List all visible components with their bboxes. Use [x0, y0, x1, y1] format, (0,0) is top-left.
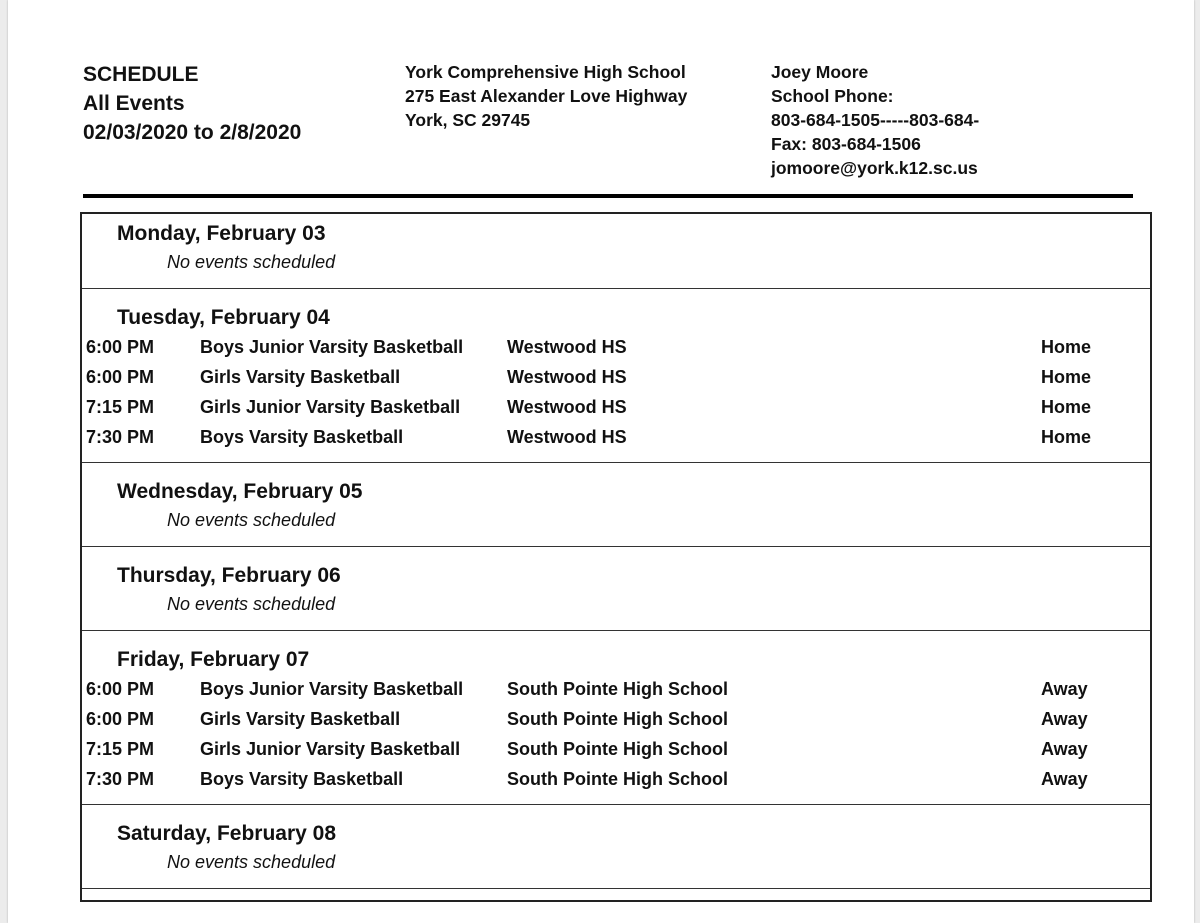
- event-location: Away: [1041, 679, 1088, 699]
- event-name: Girls Junior Varsity Basketball: [200, 739, 461, 759]
- contact-email: jomoore@york.k12.sc.us: [771, 158, 978, 178]
- event-location: Home: [1041, 397, 1092, 417]
- event-row: [82, 739, 1150, 769]
- event-row: [82, 769, 1150, 799]
- day-heading-friday: Friday, February 07: [117, 648, 310, 671]
- day-heading-tuesday: Tuesday, February 04: [117, 306, 330, 329]
- event-time: 7:30 PM: [86, 769, 155, 789]
- event-time: 6:00 PM: [86, 679, 155, 699]
- event-opponent: Westwood HS: [507, 337, 627, 357]
- event-location: Home: [1041, 337, 1092, 357]
- event-location: Home: [1041, 367, 1092, 387]
- no-events-saturday: No events scheduled: [167, 852, 336, 872]
- day-heading-wednesday: Wednesday, February 05: [117, 480, 363, 503]
- contact-info: [771, 60, 979, 180]
- day-divider: [82, 888, 1150, 889]
- schedule-date-range: 02/03/2020 to 2/8/2020: [83, 121, 302, 144]
- event-name: Girls Varsity Basketball: [200, 367, 401, 387]
- contact-name: Joey Moore: [771, 62, 869, 82]
- event-opponent: Westwood HS: [507, 397, 627, 417]
- event-location: Away: [1041, 709, 1088, 729]
- schedule-title-block: [83, 60, 301, 147]
- event-location: Away: [1041, 769, 1088, 789]
- event-opponent: South Pointe High School: [507, 709, 728, 729]
- phone-label: School Phone:: [771, 86, 894, 106]
- day-heading-thursday: Thursday, February 06: [117, 564, 341, 587]
- no-events-thursday: No events scheduled: [167, 594, 336, 614]
- event-time: 6:00 PM: [86, 709, 155, 729]
- phone-number: 803-684-1505-----803-684-: [771, 110, 980, 130]
- schedule-title: SCHEDULE: [83, 63, 199, 86]
- school-city: York, SC 29745: [405, 110, 531, 130]
- school-name: York Comprehensive High School: [405, 62, 686, 82]
- day-heading-saturday: Saturday, February 08: [117, 822, 337, 845]
- event-row: [82, 427, 1150, 457]
- event-name: Boys Varsity Basketball: [200, 769, 404, 789]
- event-name: Girls Junior Varsity Basketball: [200, 397, 461, 417]
- event-opponent: South Pointe High School: [507, 679, 728, 699]
- day-divider: [82, 804, 1150, 805]
- event-name: Boys Varsity Basketball: [200, 427, 404, 447]
- fax-number: Fax: 803-684-1506: [771, 134, 921, 154]
- document-page: [8, 0, 1194, 923]
- day-divider: [82, 288, 1150, 289]
- day-divider: [82, 630, 1150, 631]
- event-opponent: Westwood HS: [507, 427, 627, 447]
- no-events-monday: No events scheduled: [167, 252, 336, 272]
- event-location: Away: [1041, 739, 1088, 759]
- header-divider: [83, 194, 1133, 198]
- schedule-subtitle: All Events: [83, 92, 185, 115]
- event-opponent: Westwood HS: [507, 367, 627, 387]
- event-time: 6:00 PM: [86, 337, 155, 357]
- event-name: Boys Junior Varsity Basketball: [200, 337, 464, 357]
- event-opponent: South Pointe High School: [507, 739, 728, 759]
- event-time: 7:15 PM: [86, 739, 155, 759]
- school-address: 275 East Alexander Love Highway: [405, 86, 688, 106]
- event-name: Boys Junior Varsity Basketball: [200, 679, 464, 699]
- school-info: [405, 60, 687, 132]
- schedule-box: [80, 212, 1152, 902]
- day-heading-monday: Monday, February 03: [117, 222, 326, 245]
- event-time: 6:00 PM: [86, 367, 155, 387]
- event-row: [82, 337, 1150, 367]
- event-row: [82, 679, 1150, 709]
- no-events-wednesday: No events scheduled: [167, 510, 336, 530]
- event-name: Girls Varsity Basketball: [200, 709, 401, 729]
- event-row: [82, 709, 1150, 739]
- event-time: 7:30 PM: [86, 427, 155, 447]
- event-row: [82, 367, 1150, 397]
- event-opponent: South Pointe High School: [507, 769, 728, 789]
- event-time: 7:15 PM: [86, 397, 155, 417]
- day-divider: [82, 462, 1150, 463]
- day-divider: [82, 546, 1150, 547]
- event-row: [82, 397, 1150, 427]
- event-location: Home: [1041, 427, 1092, 447]
